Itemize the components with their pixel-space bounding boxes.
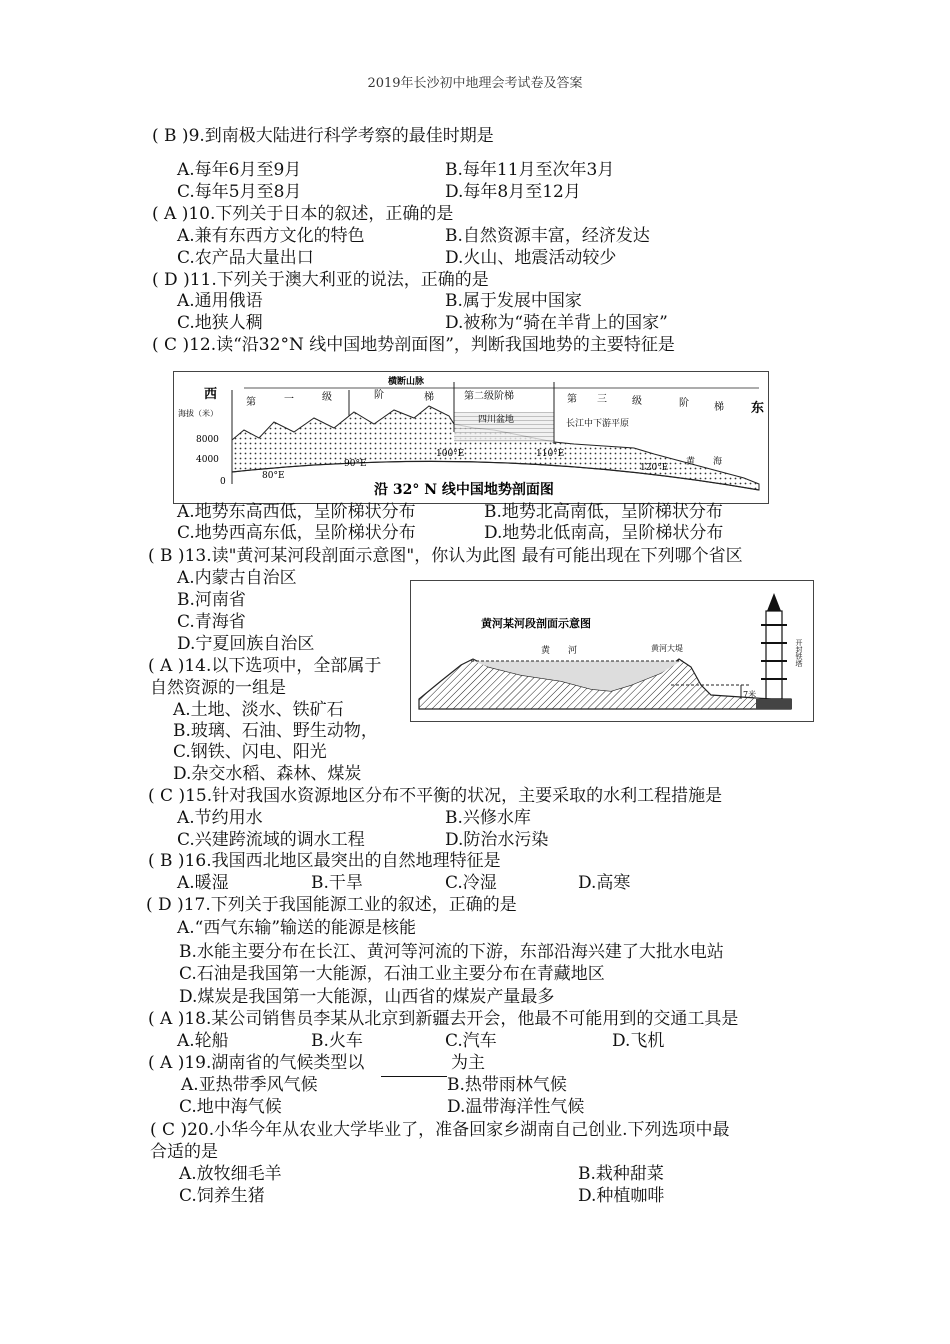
label-river: 黄 河 [541, 646, 578, 656]
q12-stem: ( C )12.读“沿32°N 线中国地势剖面图”，判断我国地势的主要特征是 [152, 335, 675, 355]
q19-stem-part1: ( A )19.湖南省的气候类型以 [148, 1053, 365, 1073]
step1-char-2: 一 [284, 394, 294, 405]
q9-option-d: D.每年8月至12月 [445, 182, 581, 202]
step3-char-4: 阶 [679, 398, 689, 409]
q14-option-b: B.玻璃、石油、野生动物， [173, 721, 378, 741]
q10-option-b: B.自然资源丰富，经济发达 [445, 226, 650, 246]
step3-char-3: 级 [632, 396, 642, 407]
q14-option-c: C.钢铁、闪电、阳光 [173, 742, 327, 762]
lon-110e: 110°E [536, 449, 565, 459]
q12-option-d: D.地势北低南高，呈阶梯状分布 [484, 523, 724, 543]
lon-90e: 90°E [344, 459, 367, 469]
q11-stem: ( D )11.下列关于澳大利亚的说法，正确的是 [152, 270, 489, 290]
q16-stem: ( B )16.我国西北地区最突出的自然地理特征是 [148, 851, 501, 871]
q12-option-b: B.地势北高南低，呈阶梯状分布 [484, 502, 723, 522]
step1-char-3: 级 [322, 392, 332, 403]
q19-blank-line [381, 1076, 447, 1077]
label-changjiang: 长江中下游平原 [566, 419, 630, 429]
river-figure-title: 黄河某河段剖面示意图 [481, 617, 591, 630]
q13-stem: ( B )13.读"黄河某河段剖面示意图"，你认为此图 最有可能出现在下列哪个省区 [148, 546, 743, 566]
q16-option-a: A.暖湿 [177, 873, 229, 893]
step1-char-4: 阶 [374, 390, 384, 401]
step3-char-1: 第 [567, 394, 577, 405]
q15-option-a: A.节约用水 [177, 808, 263, 828]
q17-option-a: A.“西气东输”输送的能源是核能 [177, 918, 417, 938]
page-header: 2019年长沙初中地理会考试卷及答案 [367, 76, 583, 91]
q20-option-c: C.饲养生猪 [179, 1186, 265, 1206]
y-tick-8000: 8000 [196, 435, 219, 445]
q16-option-c: C.冷湿 [445, 873, 497, 893]
q18-option-d: D.飞机 [612, 1031, 665, 1051]
q9-option-b: B.每年11月至次年3月 [445, 160, 615, 180]
q18-option-a: A.轮船 [177, 1031, 229, 1051]
q17-option-c: C.石油是我国第一大能源，石油工业主要分布在青藏地区 [179, 964, 605, 984]
label-sichuan: 四川盆地 [478, 415, 515, 425]
q10-option-d: D.火山、地震活动较少 [445, 248, 617, 268]
lon-80e: 80°E [262, 471, 285, 481]
step3-char-5: 梯 [714, 402, 724, 413]
q20-stem-line1: ( C )20.小华今年从农业大学毕业了，准备回家乡湖南自己创业.下列选项中最 [150, 1120, 730, 1140]
q10-stem: ( A )10.下列关于日本的叙述，正确的是 [152, 204, 454, 224]
q19-option-a: A.亚热带季风气候 [181, 1075, 318, 1095]
q17-option-b: B.水能主要分布在长江、黄河等河流的下游，东部沿海兴建了大批水电站 [179, 942, 724, 962]
y-tick-0: 0 [220, 477, 226, 487]
label-hengduan: 横断山脉 [388, 377, 425, 387]
label-huanghai: 黄 海 [686, 457, 723, 467]
q9-option-a: A.每年6月至9月 [177, 160, 302, 180]
q14-option-d: D.杂交水稻、森林、煤炭 [173, 764, 362, 784]
q13-option-b: B.河南省 [177, 590, 246, 610]
label-tower: 开封铁塔 [795, 639, 803, 667]
q17-option-d: D.煤炭是我国第一大能源，山西省的煤炭产量最多 [179, 987, 555, 1007]
q18-option-b: B.火车 [311, 1031, 363, 1051]
q19-option-d: D.温带海洋性气候 [447, 1097, 585, 1117]
profile-32n-figure [173, 371, 769, 504]
label-west: 西 [204, 387, 218, 402]
label-dike: 黄河大堤 [651, 644, 683, 653]
yellow-river-figure [410, 580, 814, 722]
q14-stem-line2: 自然资源的一组是 [150, 678, 286, 698]
q19-stem-part2: 为主 [451, 1053, 485, 1073]
q12-option-c: C.地势西高东低，呈阶梯状分布 [177, 523, 416, 543]
q15-option-c: C.兴建跨流域的调水工程 [177, 830, 365, 850]
q10-option-a: A.兼有东西方文化的特色 [177, 226, 365, 246]
q13-option-a: A.内蒙古自治区 [177, 568, 297, 588]
q14-option-a: A.土地、淡水、铁矿石 [173, 700, 344, 720]
label-depth: 7米 [743, 690, 757, 699]
y-axis-label: 海拔（米） [178, 409, 218, 418]
step1-char-1: 第 [246, 397, 256, 408]
q20-option-a: A.放牧细毛羊 [179, 1164, 282, 1184]
q13-option-c: C.青海省 [177, 612, 246, 632]
q18-option-c: C.汽车 [445, 1031, 497, 1051]
q15-stem: ( C )15.针对我国水资源地区分布不平衡的状况，主要采取的水利工程措施是 [148, 786, 723, 806]
q11-option-c: C.地狭人稠 [177, 313, 263, 333]
lon-120e: 120°E [640, 463, 669, 473]
lon-100e: 100°E [436, 449, 465, 459]
q18-stem: ( A )18.某公司销售员李某从北京到新疆去开会，他最不可能用到的交通工具是 [148, 1009, 739, 1029]
q11-option-a: A.通用俄语 [177, 291, 263, 311]
q11-option-b: B.属于发展中国家 [445, 291, 582, 311]
y-tick-4000: 4000 [196, 455, 219, 465]
q20-option-d: D.种植咖啡 [578, 1186, 665, 1206]
step1-char-5: 梯 [424, 392, 434, 403]
q10-option-c: C.农产品大量出口 [177, 248, 314, 268]
q12-option-a: A.地势东高西低，呈阶梯状分布 [177, 502, 416, 522]
q17-stem: ( D )17.下列关于我国能源工业的叙述，正确的是 [146, 895, 517, 915]
iron-tower-icon [756, 593, 792, 709]
step3-char-2: 三 [597, 394, 607, 405]
q16-option-b: B.干旱 [311, 873, 363, 893]
q15-option-b: B.兴修水库 [445, 808, 531, 828]
q13-option-d: D.宁夏回族自治区 [177, 634, 315, 654]
q9-stem: ( B )9.到南极大陆进行科学考察的最佳时期是 [152, 126, 494, 146]
q11-option-d: D.被称为“骑在羊背上的国家” [445, 313, 668, 333]
q19-option-c: C.地中海气候 [179, 1097, 282, 1117]
q9-option-c: C.每年5月至8月 [177, 182, 302, 202]
q15-option-d: D.防治水污染 [445, 830, 549, 850]
q20-stem-line2: 合适的是 [150, 1142, 218, 1162]
q19-option-b: B.热带雨林气候 [447, 1075, 567, 1095]
label-east: 东 [751, 401, 765, 416]
figure-caption: 沿 32° N 线中国地势剖面图 [374, 482, 554, 498]
step2-label: 第二级阶梯 [464, 391, 514, 402]
q20-option-b: B.栽种甜菜 [578, 1164, 664, 1184]
q16-option-d: D.高寒 [578, 873, 631, 893]
q14-stem-line1: ( A )14.以下选项中，全部属于 [148, 656, 382, 676]
